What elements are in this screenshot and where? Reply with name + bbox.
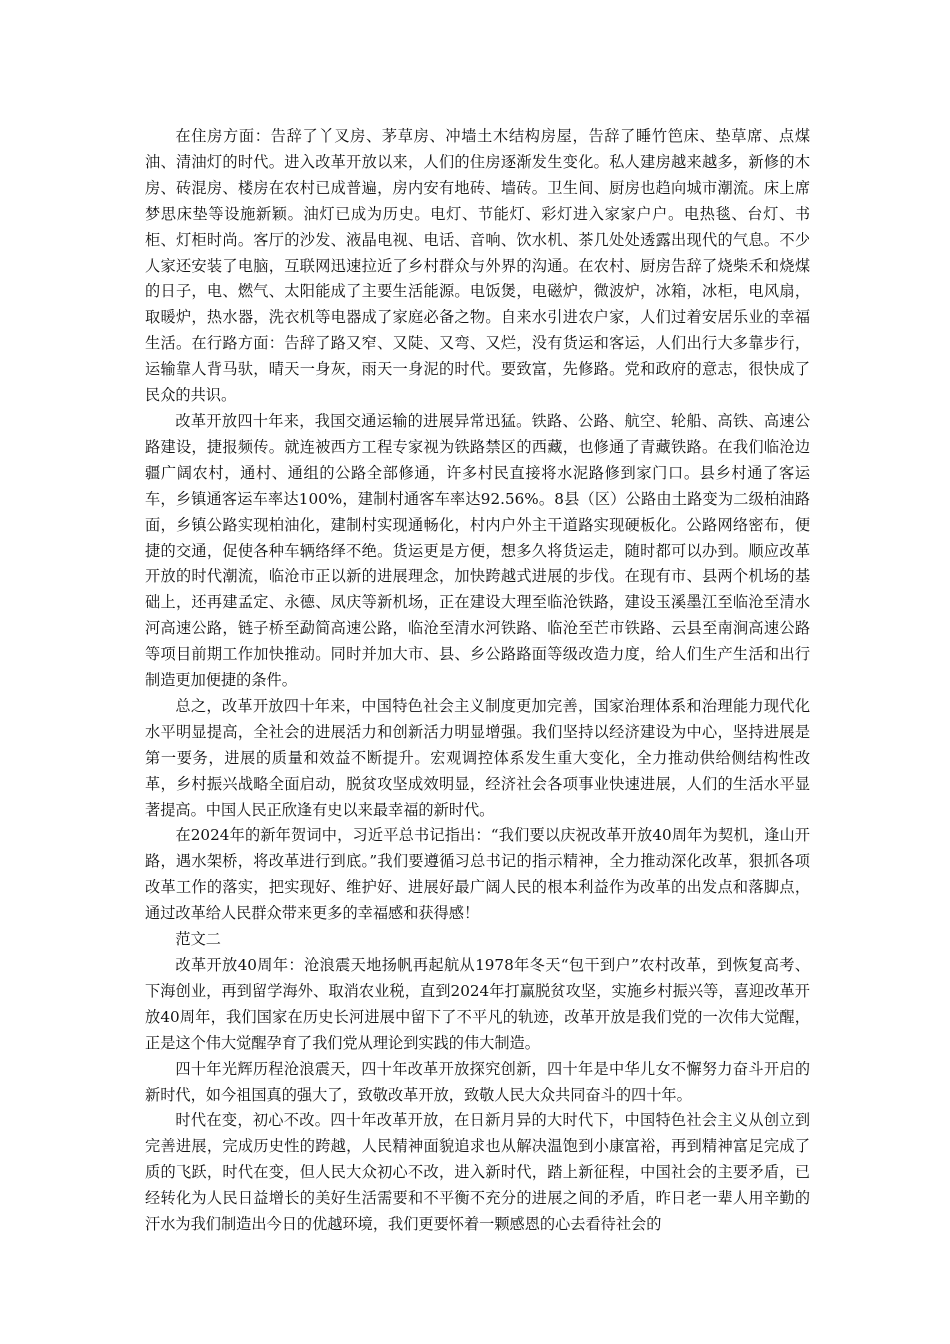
paragraph-new-year-speech: 在2024年的新年贺词中，习近平总书记指出：“我们要以庆祝改革开放40周年为契机，逢山开路，遇水架桥，将改革进行到底。”我们要遵循习总书记的指示精神，全力推动深化改革，狠抓各项改革工作的落实，把实现好、维护好、进展好最广阔人民的根本利益作为改革的出发点和落脚点，通过改革给人民群众带来更多的幸福感和获得感！: [145, 826, 810, 923]
paragraph-times-change: 时代在变，初心不改。四十年改革开放，在日新月异的大时代下，中国特色社会主义从创立到完善进展，完成历史性的跨越，人民精神面貌追求也从解决温饱到小康富裕，再到精神富足完成了质的飞跃，时代在变，但人民大众初心不改，进入新时代，踏上新征程，中国社会的主要矛盾，已经转化为人民日益增长的美好生活需要和不平衡不充分的进展之间的矛盾，昨日老一辈人用辛勤的汗水为我们制造出今日的优越环境，我们更要怀着一颗感恩的心去看待社会的: [145, 1111, 810, 1234]
paragraph-glorious-journey: 四十年光辉历程沧浪震天，四十年改革开放探究创新，四十年是中华儿女不懈努力奋斗开启的新时代，如今祖国真的强大了，致敬改革开放，致敬人民大众共同奋斗的四十年。: [145, 1059, 810, 1104]
paragraph-transport: 改革开放四十年来，我国交通运输的进展异常迅猛。铁路、公路、航空、轮船、高铁、高速公路建设，捷报频传。就连被西方工程专家视为铁路禁区的西藏，也修通了青藏铁路。在我们临沧边疆广阔农村，通村、通组的公路全部修通，许多村民直接将水泥路修到家门口。县乡村通了客运车，乡镇通客运车率达100%，建制村通客车率达92.56%。8县（区）公路由土路变为二级柏油路面，乡镇公路实现柏油化，建制村实现通畅化，村内户外主干道路实现硬板化。公路网络密布，便捷的交通，促使各种车辆络绎不绝。货运更是方便，想多久将货运走，随时都可以办到。顺应改革开放的时代潮流，临沧市正以新的进展理念，加快跨越式进展的步伐。在现有市、县两个机场的基础上，还再建孟定、永德、凤庆等新机场，正在建设大理至临沧铁路，建设玉溪墨江至临沧至清水河高速公路，链子桥至勐简高速公路，临沧至清水河铁路、临沧至芒市铁路、云县至南涧高速公路等项目前期工作加快推动。同时并加大市、县、乡公路路面等级改造力度，给人们生产生活和出行制造更加便捷的条件。: [145, 411, 810, 690]
paragraph-summary: 总之，改革开放四十年来，中国特色社会主义制度更加完善，国家治理体系和治理能力现代化水平明显提高，全社会的进展活力和创新活力明显增强。我们坚持以经济建设为中心，坚持进展是第一要务，进展的质量和效益不断提升。宏观调控体系发生重大变化，全力推动供给侧结构性改革，乡村振兴战略全面启动，脱贫攻坚成效明显，经济社会各项事业快速进展，人们的生活水平显著提高。中国人民正欣逢有史以来最幸福的新时代。: [145, 696, 810, 819]
section-heading: 范文二: [175, 930, 221, 949]
paragraph-housing: 在住房方面：告辞了丫叉房、茅草房、冲墙土木结构房屋，告辞了睡竹笆床、垫草席、点煤油、清油灯的时代。进入改革开放以来，人们的住房逐渐发生变化。私人建房越来越多，新修的木房、砖混房、楼房在农村已成普遍，房内安有地砖、墙砖。卫生间、厨房也趋向城市潮流。床上席梦思床垫等设施新颖。油灯已成为历史。电灯、节能灯、彩灯进入家家户户。电热毯、台灯、书柜、灯柜时尚。客厅的沙发、液晶电视、电话、音响、饮水机、茶几处处透露出现代的气息。不少人家还安装了电脑，互联网迅速拉近了乡村群众与外界的沟通。在农村、厨房告辞了烧柴禾和烧煤的日子，电、燃气、太阳能成了主要生活能源。电饭煲，电磁炉，微波炉，冰箱，冰柜，电风扇，取暖炉，热水器，洗衣机等电器成了家庭必备之物。自来水引进农户家，人们过着安居乐业的幸福生活。在行路方面：告辞了路又窄、又陡、又弯、又烂，没有货运和客运，人们出行大多靠步行，运输靠人背马驮，晴天一身灰，雨天一身泥的时代。要致富，先修路。党和政府的意志，很快成了民众的共识。: [145, 127, 810, 405]
document-page: [145, 124, 810, 1238]
paragraph-40-years: 改革开放40周年：沧浪震天地扬帆再起航从1978年冬天“包干到户”农村改革，到恢复高考、下海创业，再到留学海外、取消农业税，直到2024年打赢脱贫攻坚，实施乡村振兴等，喜迎改革开放40周年，我们国家在历史长河进展中留下了不平凡的轨迹，改革开放是我们党的一次伟大觉醒，正是这个伟大觉醒孕育了我们党从理论到实践的伟大制造。: [145, 956, 810, 1052]
